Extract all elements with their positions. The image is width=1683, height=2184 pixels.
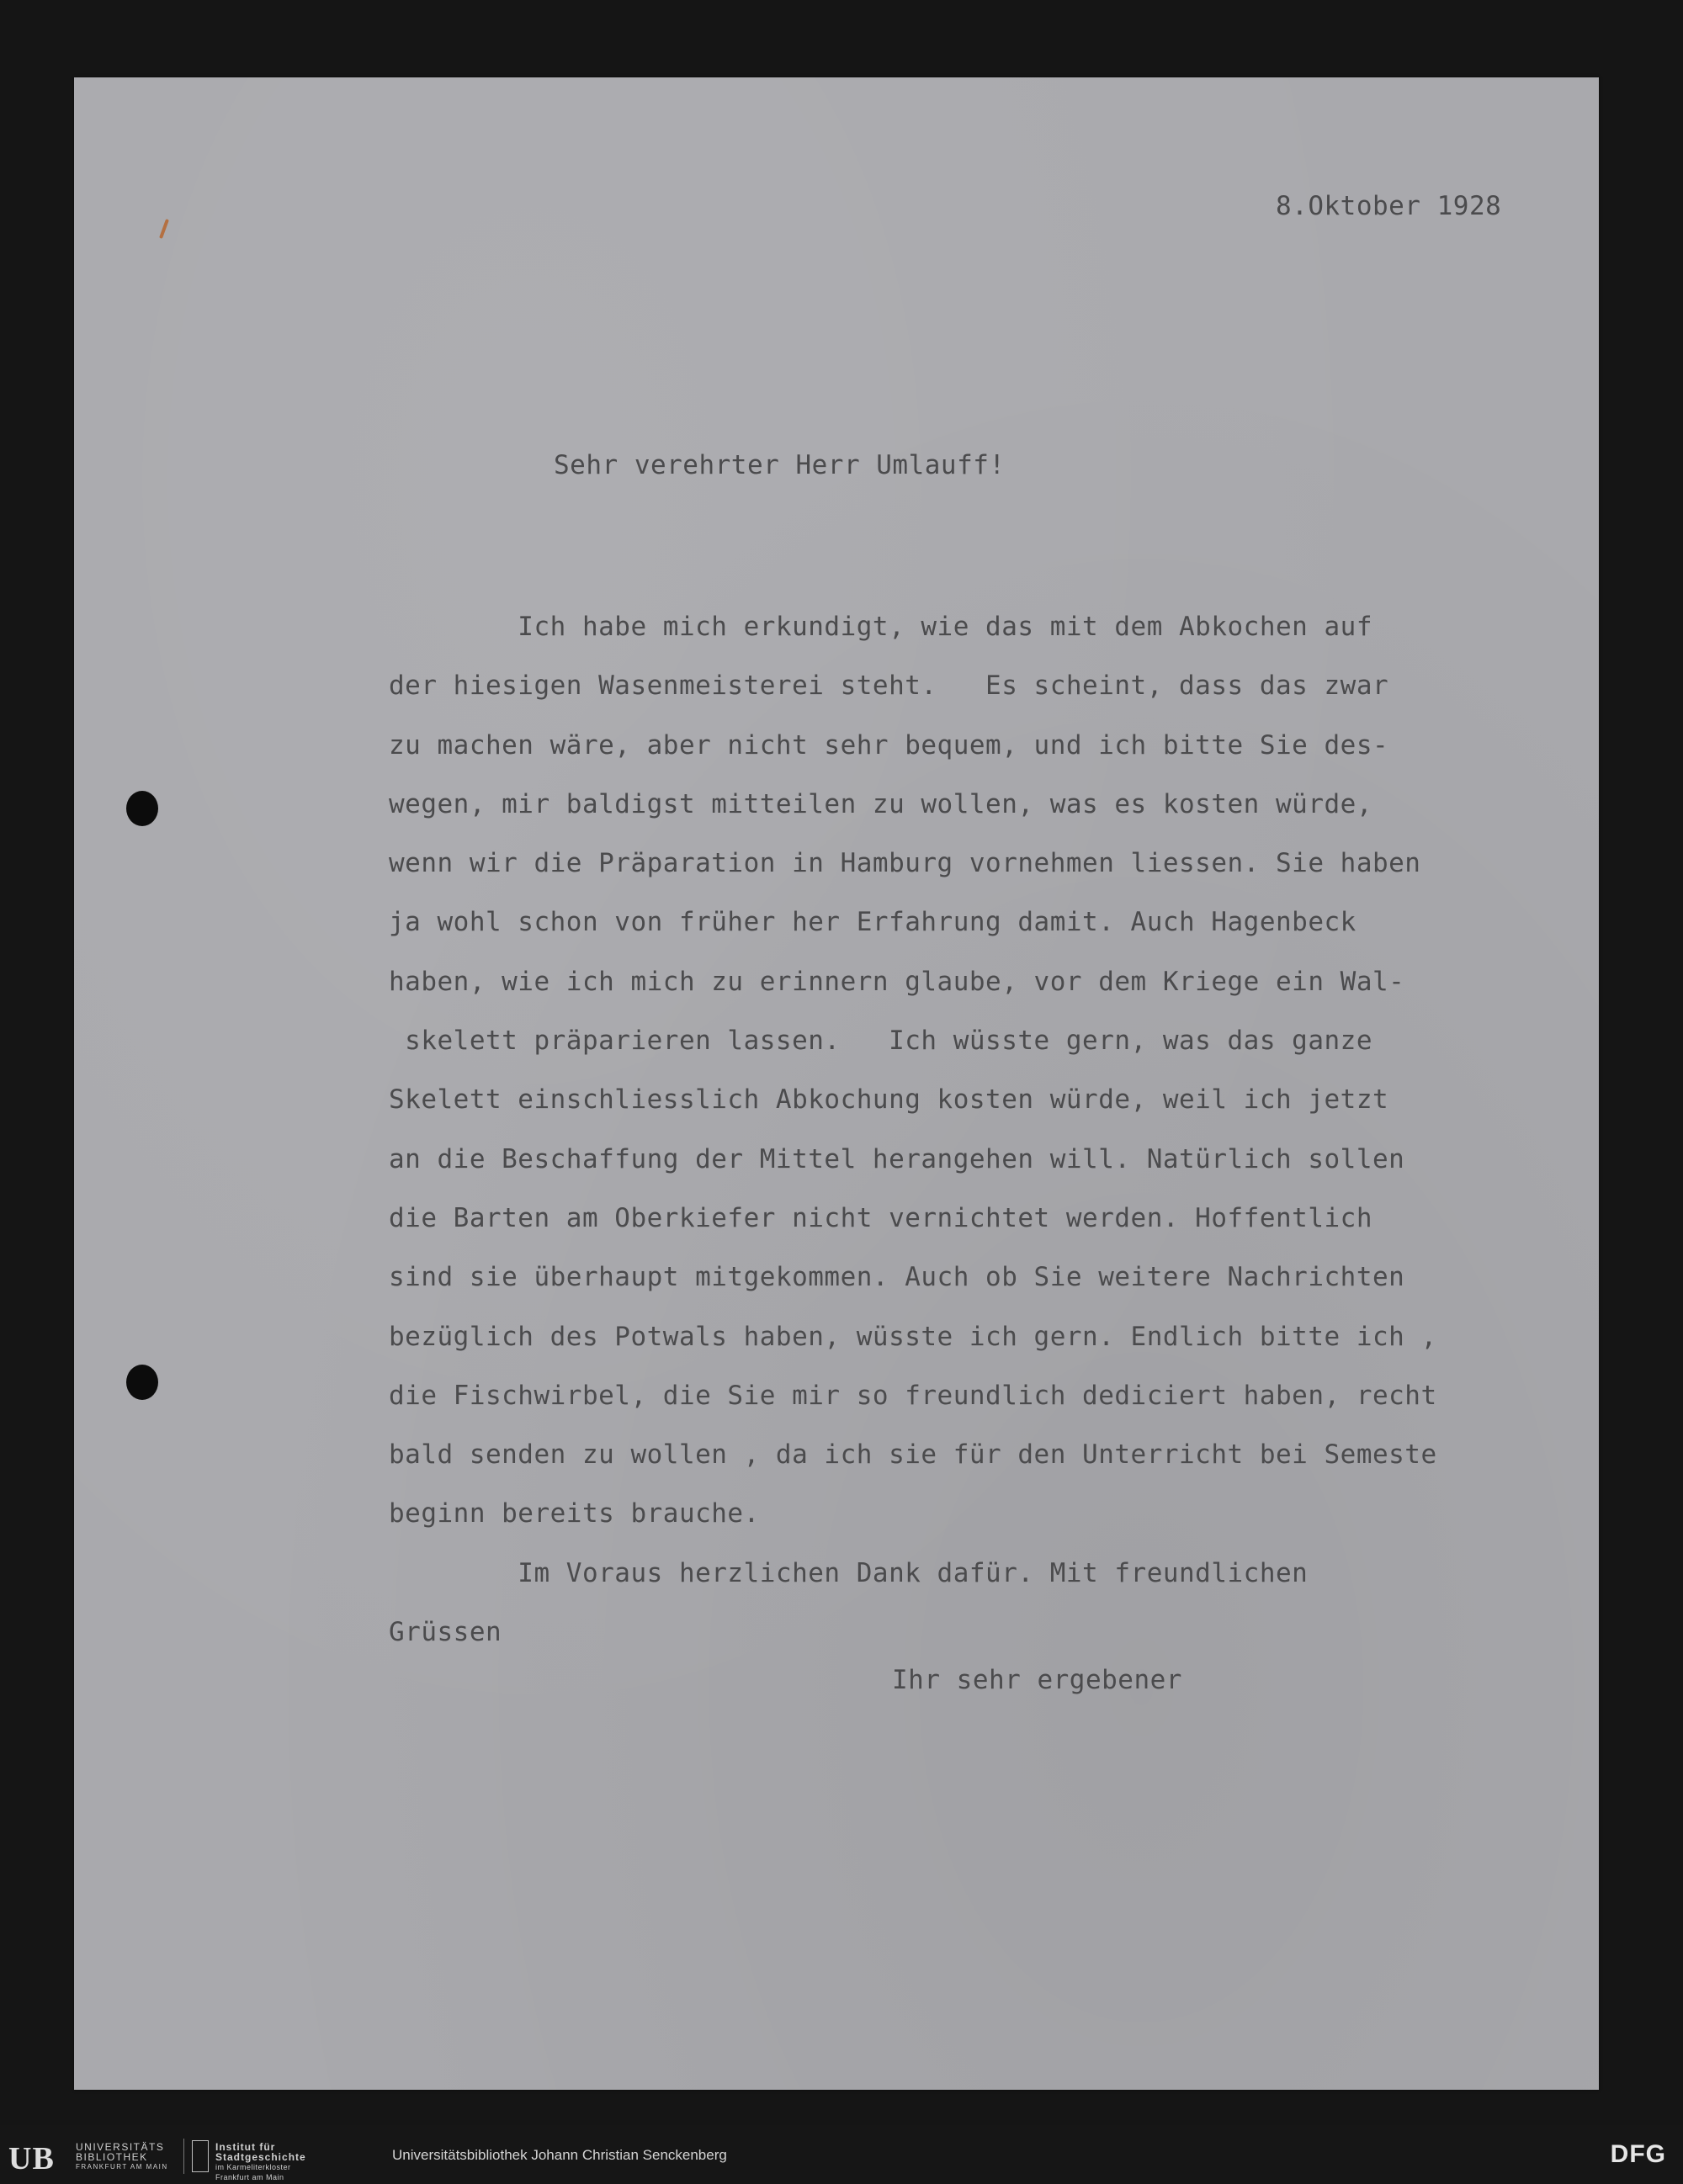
ub-name (76, 2142, 168, 2172)
body-line: die Fischwirbel, die Sie mir so freundlich dediciert haben, recht (389, 1380, 1437, 1411)
body-line: Skelett einschliesslich Abkochung kosten würde, weil ich jetzt (389, 1084, 1389, 1116)
body-line: sind sie überhaupt mitgekommen. Auch ob Sie weitere Nachrichten (389, 1262, 1405, 1293)
ub-name-line: FRANKFURT AM MAIN (76, 2163, 168, 2171)
pencil-mark (159, 219, 169, 239)
ub-logo: UB (8, 2141, 55, 2176)
isg-small-line: im Karmeliterkloster (215, 2163, 291, 2171)
body-line: die Barten am Oberkiefer nicht vernichtet werden. Hoffentlich (389, 1202, 1372, 1233)
body-line: skelett präparieren lassen. Ich wüsste gern, was das ganze (389, 1026, 1372, 1057)
dfg-logo: DFG (1610, 2140, 1666, 2168)
body-line: ja wohl schon von früher her Erfahrung damit. Auch Hagenbeck (389, 907, 1356, 938)
punch-hole-top (126, 791, 158, 826)
isg-small-line: Frankfurt am Main (215, 2173, 284, 2181)
isg-name-line: Institut für (215, 2141, 276, 2153)
isg-name-line: Stadtgeschichte (215, 2151, 306, 2163)
body-line: wegen, mir baldigst mitteilen zu wollen, was es kosten würde, (389, 788, 1372, 819)
body-line: Ich habe mich erkundigt, wie das mit dem Abkochen auf (389, 612, 1372, 642)
body-line: bezüglich des Potwals haben, wüsste ich gern. Endlich bitte ich , (389, 1321, 1437, 1352)
footer-bar (0, 2125, 1683, 2184)
body-line: bald senden zu wollen , da ich sie für den Unterricht bei Semeste (389, 1439, 1437, 1471)
body-line: Grüssen (389, 1617, 502, 1648)
body-line: zu machen wäre, aber nicht sehr bequem, und ich bitte Sie des- (389, 729, 1389, 761)
body-line: der hiesigen Wasenmeisterei steht. Es scheint, dass das zwar (389, 671, 1389, 702)
body-line: beginn bereits brauche. (389, 1498, 760, 1529)
body-line: wenn wir die Präparation in Hamburg vornehmen liessen. Sie haben (389, 848, 1421, 879)
body-line: Im Voraus herzlichen Dank dafür. Mit freundlichen (389, 1557, 1309, 1588)
letter-date: 8.Oktober 1928 (1276, 191, 1502, 221)
letter-closing: Ihr sehr ergebener (892, 1665, 1182, 1695)
body-line: an die Beschaffung der Mittel herangehen will. Natürlich sollen (389, 1143, 1405, 1174)
ub-name-line: BIBLIOTHEK (76, 2151, 148, 2163)
letter-body (389, 614, 1437, 1678)
punch-hole-bottom (126, 1365, 158, 1400)
footer-divider (183, 2139, 184, 2174)
isg-name (215, 2142, 306, 2182)
isg-logo-icon (192, 2140, 209, 2172)
library-name: Universitätsbibliothek Johann Christian Senckenberg (392, 2147, 727, 2163)
letter-salutation: Sehr verehrter Herr Umlauff! (554, 450, 1006, 480)
body-line: haben, wie ich mich zu erinnern glaube, vor dem Kriege ein Wal- (389, 966, 1405, 997)
ub-name-line: UNIVERSITÄTS (76, 2141, 165, 2153)
letter-sheet (74, 77, 1599, 2090)
